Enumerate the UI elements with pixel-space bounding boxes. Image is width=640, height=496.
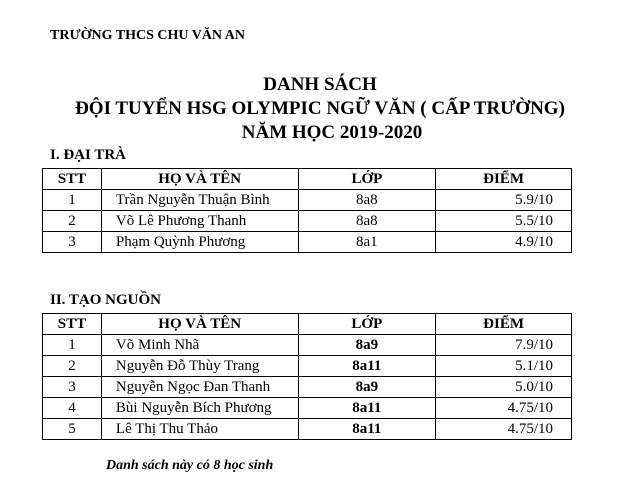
cell-score: 4.9/10 — [436, 232, 572, 253]
table-dai-tra — [42, 168, 572, 253]
header-name: HỌ VÀ TÊN — [101, 169, 298, 190]
cell-name: Võ Lê Phương Thanh — [101, 211, 298, 232]
cell-score: 5.5/10 — [436, 211, 572, 232]
cell-stt: 2 — [43, 211, 102, 232]
header-stt: STT — [43, 169, 102, 190]
cell-name: Võ Minh Nhã — [101, 335, 298, 356]
cell-class: 8a8 — [298, 190, 436, 211]
cell-score: 4.75/10 — [436, 398, 572, 419]
table-row — [43, 211, 572, 232]
cell-score: 4.75/10 — [436, 419, 572, 440]
table-tao-nguon — [42, 313, 572, 440]
header-name: HỌ VÀ TÊN — [101, 314, 298, 335]
cell-name: Nguyễn Đỗ Thùy Trang — [101, 356, 298, 377]
table-header-row — [43, 314, 572, 335]
table-row — [43, 232, 572, 253]
table-row — [43, 190, 572, 211]
cell-name: Nguyễn Ngọc Đan Thanh — [101, 377, 298, 398]
cell-class: 8a11 — [298, 419, 436, 440]
title-line-1: DANH SÁCH — [263, 74, 377, 95]
cell-score: 7.9/10 — [436, 335, 572, 356]
school-name: TRƯỜNG THCS CHU VĂN AN — [50, 28, 245, 43]
cell-name: Phạm Quỳnh Phương — [101, 232, 298, 253]
cell-stt: 1 — [43, 190, 102, 211]
cell-stt: 3 — [43, 377, 102, 398]
table-row — [43, 419, 572, 440]
title-line-3: NĂM HỌC 2019-2020 — [241, 122, 423, 143]
table-row — [43, 356, 572, 377]
cell-score: 5.0/10 — [436, 377, 572, 398]
cell-stt: 4 — [43, 398, 102, 419]
cell-class: 8a1 — [298, 232, 436, 253]
footer-note: Danh sách này có 8 học sinh — [106, 458, 274, 473]
table-row — [43, 335, 572, 356]
cell-class: 8a11 — [298, 356, 436, 377]
cell-name: Trần Nguyễn Thuận Bình — [101, 190, 298, 211]
header-stt: STT — [43, 314, 102, 335]
cell-stt: 5 — [43, 419, 102, 440]
cell-class: 8a8 — [298, 211, 436, 232]
header-score: ĐIỂM — [436, 169, 572, 190]
cell-name: Lê Thị Thu Thảo — [101, 419, 298, 440]
cell-score: 5.1/10 — [436, 356, 572, 377]
cell-class: 8a11 — [298, 398, 436, 419]
header-class: LỚP — [298, 314, 436, 335]
section-2-heading: II. TẠO NGUỒN — [50, 292, 161, 308]
cell-stt: 1 — [43, 335, 102, 356]
section-1-heading: I. ĐẠI TRÀ — [50, 147, 126, 163]
header-class: LỚP — [298, 169, 436, 190]
table-header-row — [43, 169, 572, 190]
table-row — [43, 377, 572, 398]
header-score: ĐIỂM — [436, 314, 572, 335]
cell-stt: 3 — [43, 232, 102, 253]
cell-stt: 2 — [43, 356, 102, 377]
cell-name: Bùi Nguyễn Bích Phương — [101, 398, 298, 419]
cell-score: 5.9/10 — [436, 190, 572, 211]
title-line-2: ĐỘI TUYỂN HSG OLYMPIC NGỮ VĂN ( CẤP TRƯỜNG) — [75, 98, 565, 119]
table-row — [43, 398, 572, 419]
cell-class: 8a9 — [298, 335, 436, 356]
cell-class: 8a9 — [298, 377, 436, 398]
